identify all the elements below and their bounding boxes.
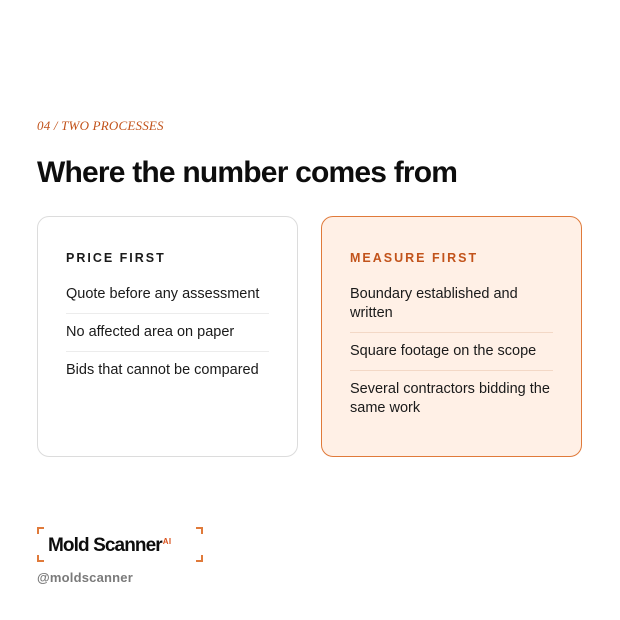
card-price-first — [37, 216, 298, 457]
list-item: Boundary established and written — [350, 285, 553, 333]
logo-name: Mold Scanner — [48, 535, 162, 556]
logo-corner-bracket — [37, 555, 44, 562]
card-item-list — [350, 285, 553, 427]
list-item: Square footage on the scope — [350, 342, 553, 371]
list-item: No affected area on paper — [66, 323, 269, 352]
page-title: Where the number comes from — [37, 156, 458, 189]
list-item: Bids that cannot be compared — [66, 362, 259, 378]
logo-corner-bracket — [37, 527, 44, 534]
card-heading: MEASURE FIRST — [350, 251, 479, 265]
list-item: Quote before any assessment — [66, 285, 269, 314]
list-item: Several contractors bidding the same work — [350, 381, 550, 416]
logo-wordmark — [48, 535, 171, 557]
card-item-list — [66, 285, 269, 389]
card-measure-first — [321, 216, 582, 457]
section-eyebrow: 04 / TWO PROCESSES — [37, 118, 164, 133]
logo-corner-bracket — [196, 555, 203, 562]
logo-superscript: AI — [162, 536, 172, 546]
logo-corner-bracket — [196, 527, 203, 534]
brand-logo — [37, 527, 203, 562]
social-handle: @moldscanner — [37, 570, 133, 585]
card-heading: PRICE FIRST — [66, 251, 166, 265]
